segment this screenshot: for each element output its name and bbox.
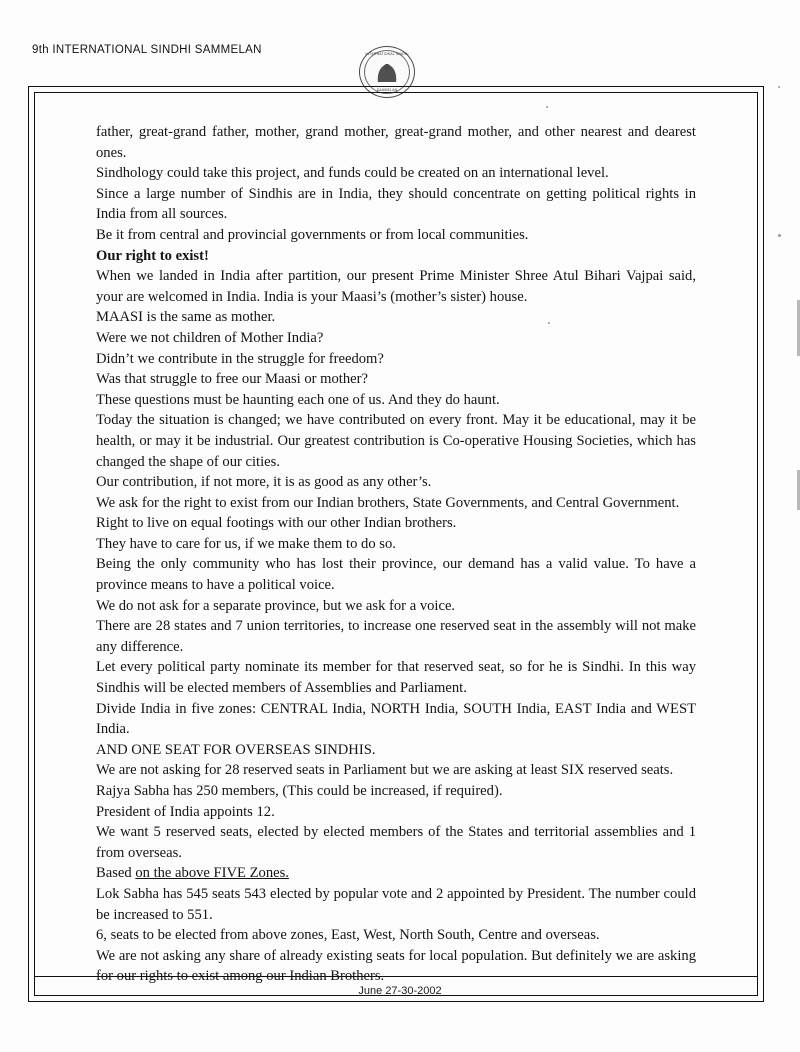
paragraph: Being the only community who has lost their province, our demand has a valid value. To have a province means to have a political voice. — [96, 556, 696, 594]
paragraph: Let every political party nominate its member for that reserved seat, so for he is Sindhi. In this way Sindhis will be elected members of Assemblies and Parliament. — [96, 659, 696, 697]
emblem-top-text: INTERNATIONAL SINDHI — [365, 52, 409, 56]
paragraph: Sindhology could take this project, and funds could be created on an international level. — [96, 165, 609, 182]
emblem-bottom-text: SAMMELAN — [376, 88, 398, 92]
paragraph: They have to care for us, if we make them to do so. — [96, 535, 396, 552]
based-line — [96, 863, 696, 884]
scan-speck — [778, 234, 781, 237]
paragraph: Rajya Sabha has 250 members, (This could be increased, if required). — [96, 783, 503, 799]
page-header: 9th INTERNATIONAL SINDHI SAMMELAN — [32, 44, 262, 56]
page-footer: June 27-30-2002 — [358, 985, 442, 997]
paragraph: Divide India in five zones: CENTRAL India, NORTH India, SOUTH India, EAST India and WEST India. — [96, 700, 696, 738]
paragraph: We are not asking for 28 reserved seats in Parliament but we are asking at least SIX reserved seats. — [96, 762, 674, 779]
paragraph: MAASI is the same as mother. — [96, 309, 276, 326]
paragraph: We want 5 reserved seats, elected by elected members of the States and territorial assemblies and 1 from overseas. — [96, 824, 696, 861]
paragraph: 6, seats to be elected from above zones, East, West, North South, Centre and overseas. — [96, 927, 600, 944]
footer-divider — [34, 976, 758, 977]
paragraph: We do not ask for a separate province, but we ask for a voice. — [96, 597, 456, 614]
paragraph: Right to live on equal footings with our other Indian brothers. — [96, 515, 457, 532]
paragraph: There are 28 states and 7 union territories, to increase one reserved seat in the assembly will not make any difference. — [96, 618, 696, 655]
scan-speck — [548, 322, 550, 324]
paragraph: These questions must be haunting each one of us. And they do haunt. — [96, 391, 500, 408]
paragraph: President of India appoints 12. — [96, 803, 275, 820]
body-text — [96, 122, 696, 987]
paragraph: Didn’t we contribute in the struggle for freedom? — [96, 350, 384, 367]
scan-speck — [778, 86, 780, 88]
paragraph: Today the situation is changed; we have contributed on every front. May it be educational, may it be health, or may it be industrial. Our greatest contribution is Co-operative Housing Societies, which has changed the shape of our cities. — [96, 412, 696, 470]
paragraph: father, great-grand father, mother, grand mother, great-grand mother, and other nearest and dearest ones. — [96, 124, 696, 161]
scan-speck — [546, 106, 548, 108]
paragraph: AND ONE SEAT FOR OVERSEAS SINDHIS. — [96, 741, 376, 758]
paragraph: Since a large number of Sindhis are in India, they should concentrate on getting political rights in India from all sources. — [96, 185, 696, 223]
emblem-figure-icon — [376, 62, 398, 82]
paragraph: We are not asking any share of already existing seats for local population. But definitely we are asking for our rights to exist among our Indian Brothers. — [96, 947, 696, 985]
paragraph: Be it from central and provincial governments or from local communities. — [96, 226, 529, 243]
based-underlined-text: on the above FIVE Zones. — [135, 865, 289, 882]
paragraph: When we landed in India after partition, our present Prime Minister Shree Atul Bihari Vajpai said, your are welcomed in India. India is your Maasi’s (mother’s sister) house. — [96, 268, 696, 305]
section-heading: Our right to exist! — [96, 247, 209, 264]
paragraph: Were we not children of Mother India? — [96, 329, 324, 346]
paragraph: We ask for the right to exist from our Indian brothers, State Governments, and Central Government. — [96, 494, 680, 511]
paragraph: Our contribution, if not more, it is as good as any other’s. — [96, 474, 432, 491]
paragraph: Lok Sabha has 545 seats 543 elected by popular vote and 2 appointed by President. The number could be increased to 551. — [96, 885, 696, 923]
based-prefix: Based — [96, 865, 136, 882]
paragraph: Was that struggle to free our Maasi or mother? — [96, 371, 368, 388]
